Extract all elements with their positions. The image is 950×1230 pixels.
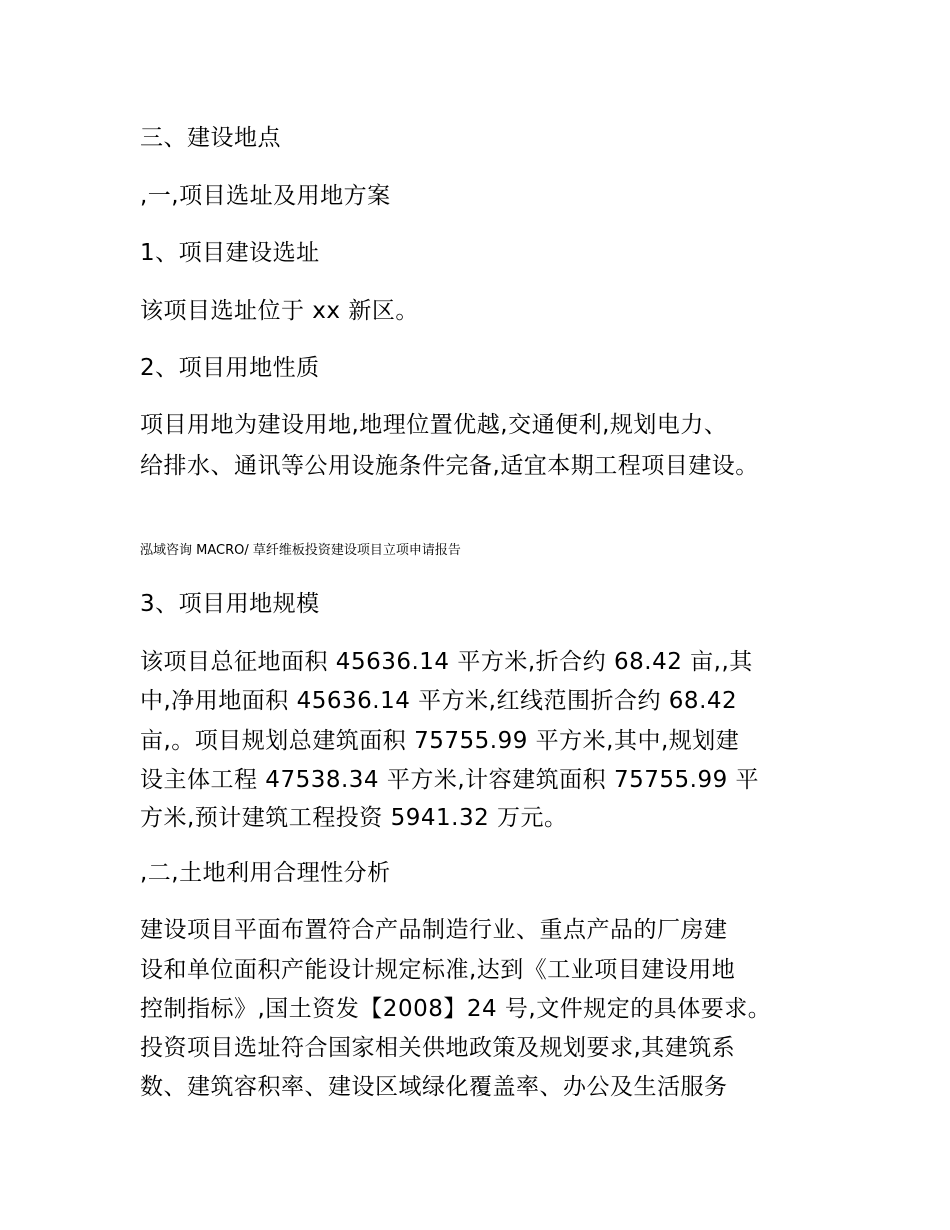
section-heading-location: 三、建设地点	[140, 125, 281, 151]
item3-heading: 3、项目用地规模	[140, 591, 320, 617]
item1-text: 该项目选址位于 xx 新区。	[140, 298, 419, 324]
part-two-line-4: 投资项目选址符合国家相关供地政策及规划要求,其建筑系	[140, 1035, 736, 1061]
part-two-line-5: 数、建筑容积率、建设区域绿化覆盖率、办公及生活服务	[140, 1074, 728, 1100]
part-two-line-1: 建设项目平面布置符合产品制造行业、重点产品的厂房建	[140, 917, 728, 943]
item2-line-1: 项目用地为建设用地,地理位置优越,交通便利,规划电力、	[140, 412, 728, 438]
item3-line-3: 亩,。项目规划总建筑面积 75755.99 平方米,其中,规划建	[140, 728, 740, 754]
item2-heading: 2、项目用地性质	[140, 355, 320, 381]
item1-heading: 1、项目建设选址	[140, 240, 320, 266]
item3-line-5: 方米,预计建筑工程投资 5941.32 万元。	[140, 805, 568, 831]
item3-line-4: 设主体工程 47538.34 平方米,计容建筑面积 75755.99 平	[140, 767, 760, 793]
part-two-line-3: 控制指标》,国土资发【2008】24 号,文件规定的具体要求。	[140, 996, 772, 1022]
part-two-heading: ,二,土地利用合理性分析	[140, 860, 391, 886]
part-one-heading: ,一,项目选址及用地方案	[140, 183, 391, 209]
part-two-line-2: 设和单位面积产能设计规定标准,达到《工业项目建设用地	[140, 957, 736, 983]
item3-line-1: 该项目总征地面积 45636.14 平方米,折合约 68.42 亩,,其	[140, 649, 753, 675]
running-header: 泓域咨询 MACRO/ 草纤维板投资建设项目立项申请报告	[140, 543, 461, 558]
item3-line-2: 中,净用地面积 45636.14 平方米,红线范围折合约 68.42	[140, 688, 738, 714]
item2-line-2: 给排水、通讯等公用设施条件完备,适宜本期工程项目建设。	[140, 453, 759, 479]
